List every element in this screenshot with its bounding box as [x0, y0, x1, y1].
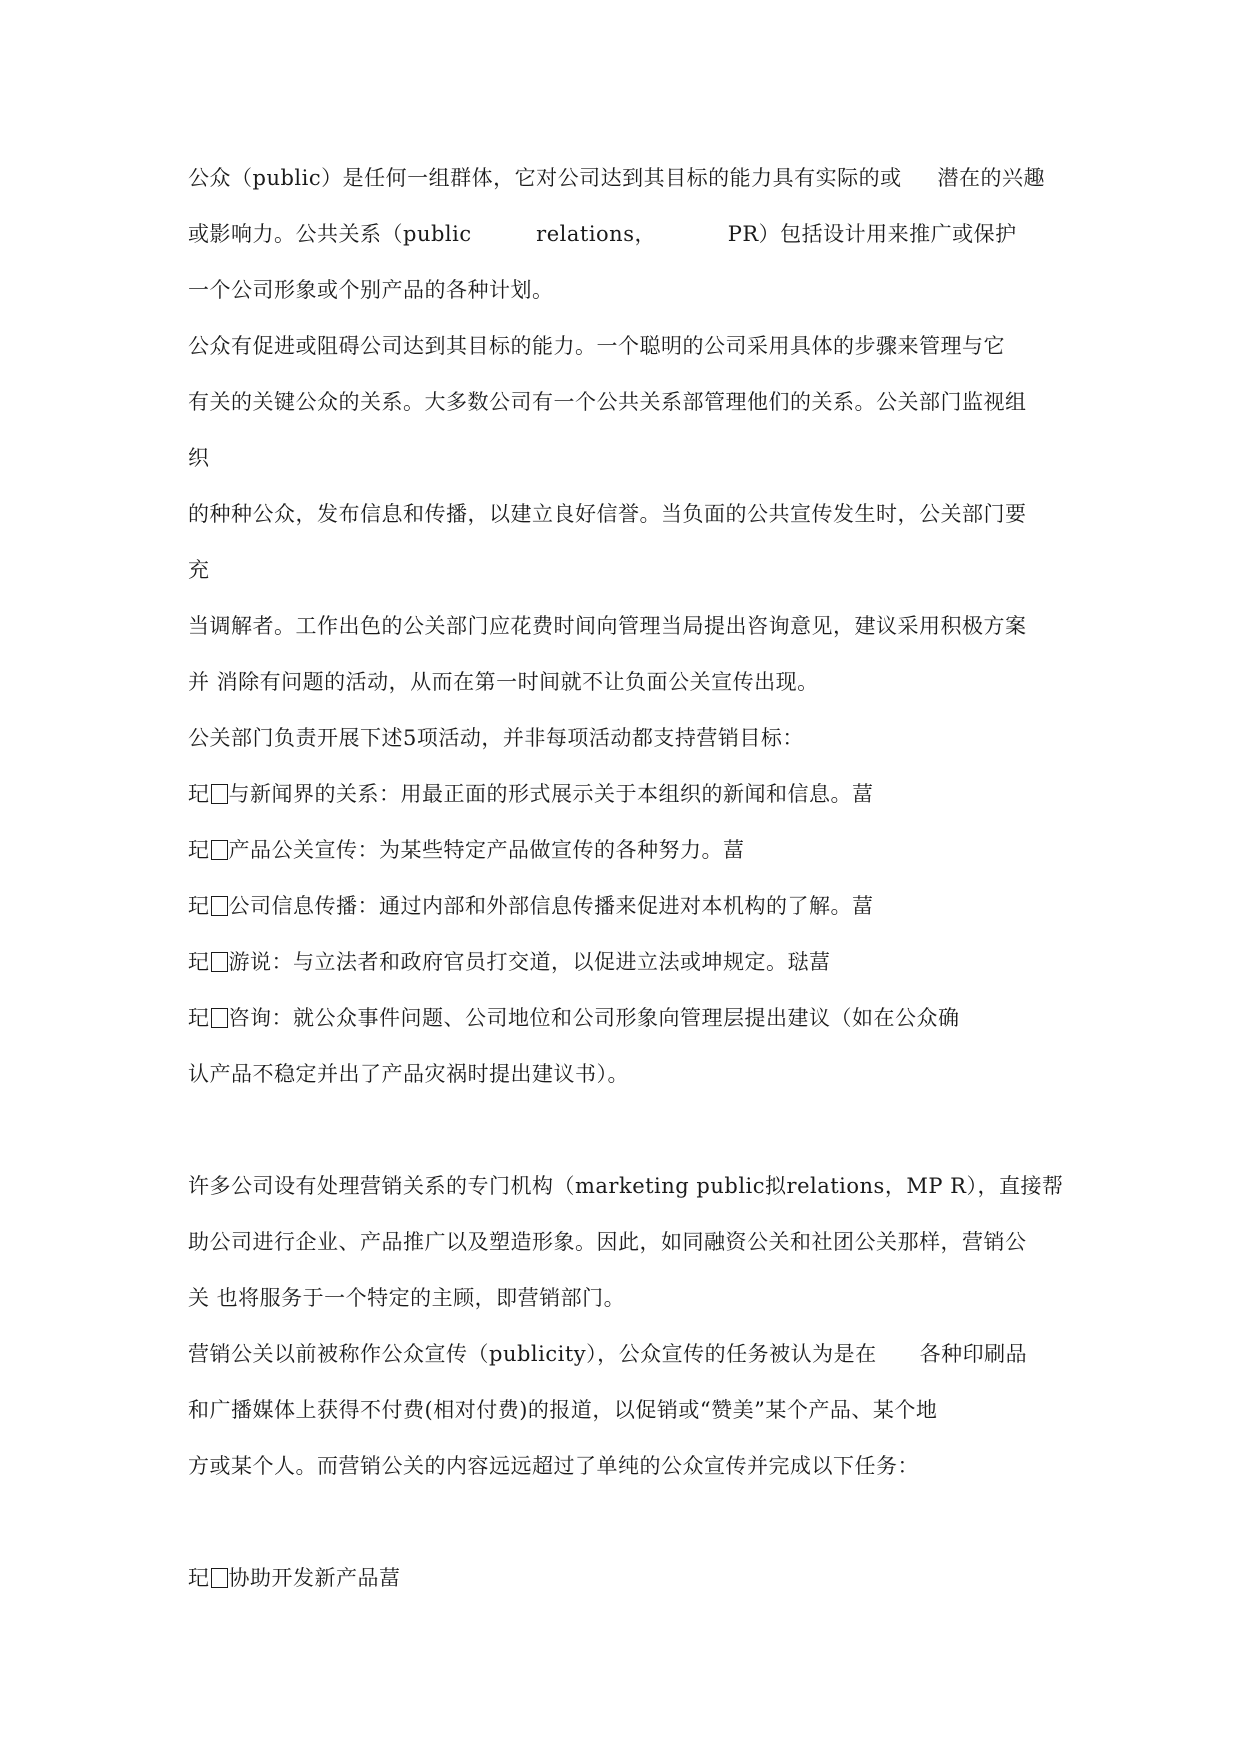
list-item [188, 1004, 960, 1032]
square-bullet-icon [211, 1008, 228, 1028]
text-line: 许多公司设有处理营销关系的专门机构（marketing public拟relations，MP R），直接帮 [188, 1174, 1064, 1198]
list-item-text: 协助开发新产品葍 [228, 1566, 401, 1590]
list-item [188, 836, 745, 864]
text-line: 公众（public）是任何一组群体，它对公司达到其目标的能力具有实际的或 潜在的兴趣 [188, 166, 1045, 190]
square-bullet-icon [211, 952, 228, 972]
text-line: 有关的关键公众的关系。大多数公司有一个公共关系部管理他们的关系。公关部门监视组 [188, 390, 1027, 414]
text-line: 当调解者。工作出色的公关部门应花费时间向管理当局提出咨询意见，建议采用积极方案 [188, 614, 1027, 638]
list-item [188, 780, 874, 808]
text-line: 营销公关以前被称作公众宣传（publicity），公众宣传的任务被认为是在 各种印刷品 [188, 1342, 1028, 1366]
text-line: 织 [188, 446, 210, 470]
square-bullet-icon [211, 840, 228, 860]
square-bullet-icon [211, 896, 228, 916]
text-line: 的种种公众，发布信息和传播，以建立良好信誉。当负面的公共宣传发生时，公关部门要 [188, 502, 1027, 526]
list-item-text: 游说：与立法者和政府官员打交道，以促进立法或坤规定。琺葍 [228, 950, 831, 974]
list-item [188, 948, 831, 976]
bullet-prefix: 玘 [188, 1566, 210, 1590]
bullet-prefix: 玘 [188, 838, 210, 862]
list-item [188, 1564, 401, 1592]
bullet-prefix: 玘 [188, 782, 210, 806]
square-bullet-icon [211, 784, 228, 804]
text-line: 和广播媒体上获得不付费(相对付费)的报道，以促销或“赞美”某个产品、某个地 [188, 1398, 938, 1422]
text-line: 认产品不稳定并出了产品灾祸时提出建议书）。 [188, 1062, 629, 1086]
list-item-text: 与新闻界的关系：用最正面的形式展示关于本组织的新闻和信息。葍 [228, 782, 874, 806]
bullet-prefix: 玘 [188, 1006, 210, 1030]
square-bullet-icon [211, 1568, 228, 1588]
text-line: 公众有促进或阻碍公司达到其目标的能力。一个聪明的公司采用具体的步骤来管理与它 [188, 334, 1005, 358]
text-line: 关 也将服务于一个特定的主顾，即营销部门。 [188, 1286, 626, 1310]
list-item-text: 产品公关宣传：为某些特定产品做宣传的各种努力。葍 [228, 838, 745, 862]
text-line: 一个公司形象或个别产品的各种计划。 [188, 278, 554, 302]
text-line: 助公司进行企业、产品推广以及塑造形象。因此，如同融资公关和社团公关那样，营销公 [188, 1230, 1027, 1254]
list-item [188, 892, 874, 920]
bullet-prefix: 玘 [188, 894, 210, 918]
text-line: 方或某个人。而营销公关的内容远远超过了单纯的公众宣传并完成以下任务： [188, 1454, 919, 1478]
text-line: 并 消除有问题的活动，从而在第一时间就不让负面公关宣传出现。 [188, 670, 819, 694]
text-line: 或影响力。公共关系（public relations， PR）包括设计用来推广或保护 [188, 222, 1017, 246]
bullet-prefix: 玘 [188, 950, 210, 974]
list-item-text: 公司信息传播：通过内部和外部信息传播来促进对本机构的了解。葍 [228, 894, 874, 918]
list-item-text: 咨询：就公众事件问题、公司地位和公司形象向管理层提出建议（如在公众确 [228, 1006, 960, 1030]
text-line: 充 [188, 558, 210, 582]
text-line: 公关部门负责开展下述5项活动，并非每项活动都支持营销目标： [188, 726, 804, 750]
